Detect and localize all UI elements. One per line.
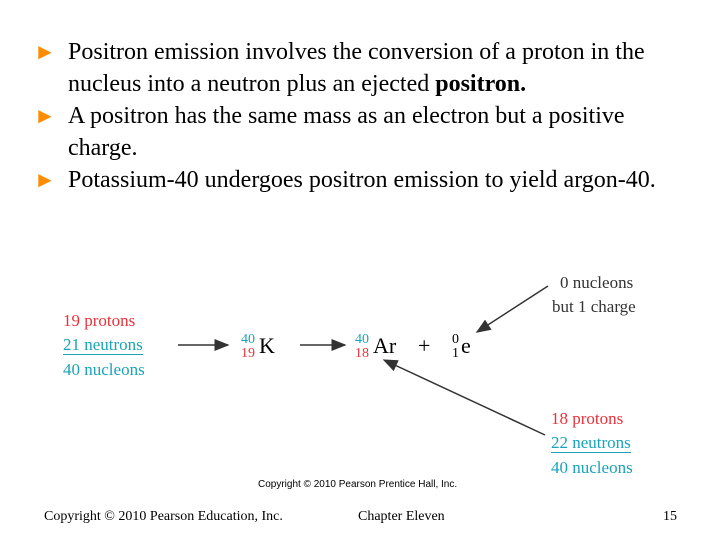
right-neutrons-label: 22 neutrons bbox=[551, 433, 631, 452]
bullet-3-text: Potassium-40 undergoes positron emission to yield argon-40. bbox=[68, 167, 656, 193]
charge-arrow bbox=[477, 286, 548, 332]
footer-page-number: 15 bbox=[663, 509, 677, 524]
right-protons-label: 18 protons bbox=[551, 409, 624, 428]
bullet-2-text: A positron has the same mass as an electron but a positive charge. bbox=[68, 103, 625, 161]
ar-mass-number: 40 bbox=[355, 332, 369, 347]
bullet-arrow-icon: ► bbox=[34, 167, 56, 192]
left-nucleons-label: 40 nucleons bbox=[63, 360, 145, 379]
bullet-arrow-icon: ► bbox=[34, 103, 56, 128]
k-mass-number: 40 bbox=[241, 332, 255, 347]
k-atomic-number: 19 bbox=[241, 346, 255, 361]
positron-symbol: e bbox=[461, 333, 471, 358]
left-protons-label: 19 protons bbox=[63, 311, 136, 330]
bullet-arrow-icon: ► bbox=[34, 39, 56, 64]
argon-arrow bbox=[384, 360, 545, 435]
e-mass-number: 0 bbox=[452, 332, 459, 347]
ar-symbol: Ar bbox=[373, 333, 397, 358]
k-symbol: K bbox=[259, 333, 275, 358]
left-neutrons-label: 21 neutrons bbox=[63, 335, 143, 354]
figure-copyright: Copyright © 2010 Pearson Prentice Hall, Inc. bbox=[258, 479, 458, 490]
e-charge-number: 1 bbox=[452, 346, 459, 361]
bullet-1-text: Positron emission involves the conversion of a proton in the nucleus into a neutron plus an ejected bbox=[68, 39, 645, 97]
footer-chapter: Chapter Eleven bbox=[358, 509, 445, 524]
right-nucleons-label: 40 nucleons bbox=[551, 458, 633, 477]
zero-nucleons-label: 0 nucleons bbox=[560, 273, 634, 292]
bullet-1-bold: positron. bbox=[435, 71, 527, 97]
ar-atomic-number: 18 bbox=[355, 346, 369, 361]
one-charge-label: but 1 charge bbox=[552, 297, 636, 316]
plus-sign: + bbox=[418, 333, 431, 358]
footer-copyright: Copyright © 2010 Pearson Education, Inc. bbox=[44, 509, 283, 524]
